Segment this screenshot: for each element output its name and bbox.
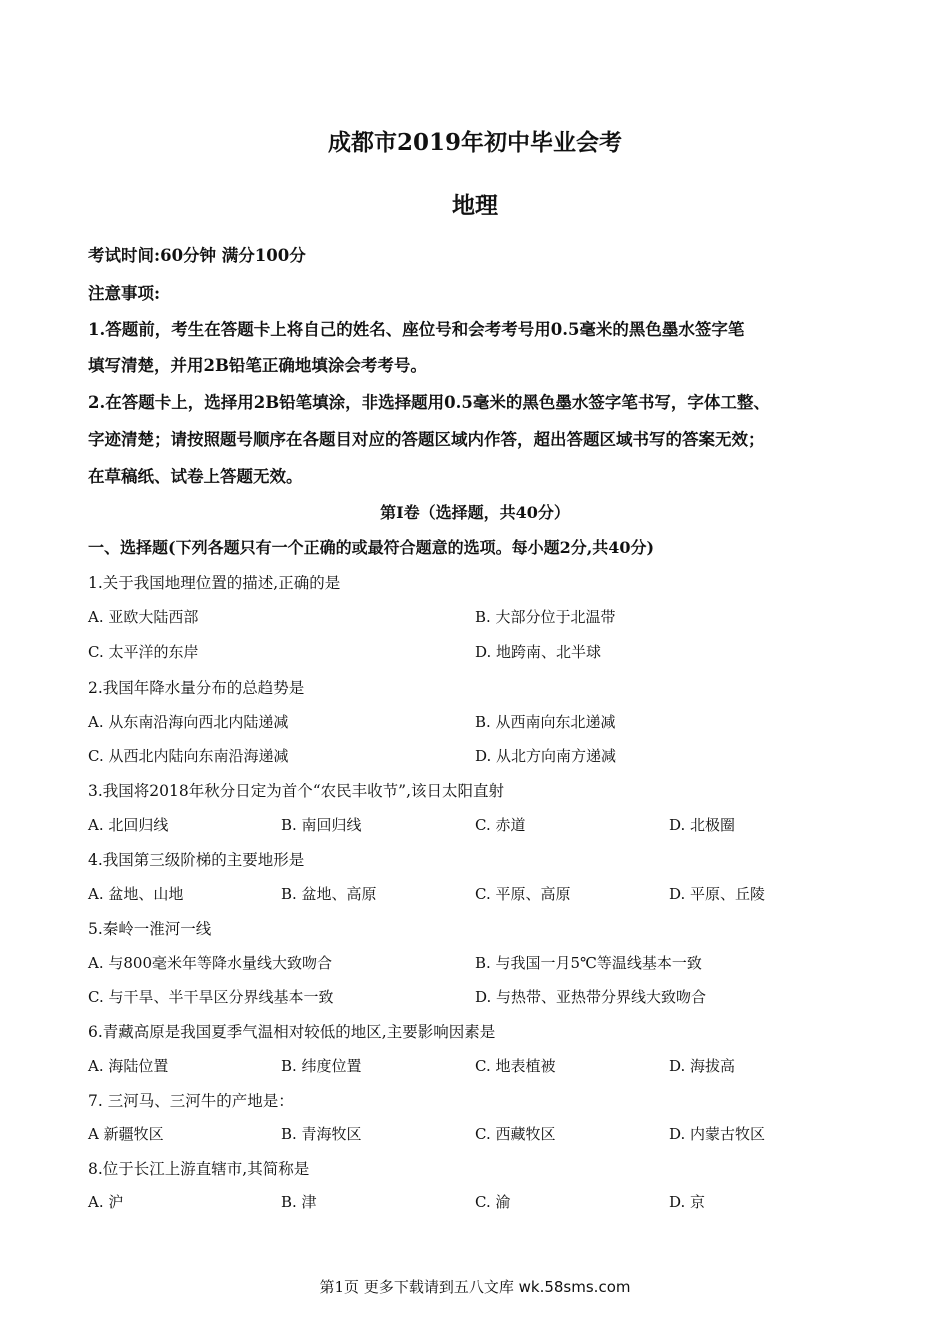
note-2-line-1: 2.在答题卡上，选择用2B铅笔填涂，非选择题用0.5毫米的黑色墨水签字笔书写，字体工整、 <box>88 393 770 412</box>
option-d: D. 与热带、亚热带分界线大致吻合 <box>475 988 707 1006</box>
option-c: C. 赤道 <box>475 816 526 834</box>
option-a: A. 沪 <box>88 1193 124 1211</box>
option-b: B. 津 <box>281 1193 317 1211</box>
option-c: C. 地表植被 <box>475 1057 556 1075</box>
footer-page-text: 第1页 更多下载请到五八文库 <box>319 1278 514 1296</box>
exam-time: 考试时间:60分钟 满分100分 <box>88 246 306 265</box>
option-c: C. 渝 <box>475 1193 511 1211</box>
option-b: B. 从西南向东北递减 <box>475 713 616 731</box>
option-a: A. 亚欧大陆西部 <box>88 608 199 626</box>
option-d: D. 海拔高 <box>669 1057 736 1075</box>
option-b: B. 青海牧区 <box>281 1125 362 1143</box>
note-2-line-2: 字迹清楚；请按照题号顺序在各题目对应的答题区域内作答，超出答题区域书写的答案无效； <box>88 430 765 449</box>
option-d: D. 平原、丘陵 <box>669 885 766 903</box>
option-d: D. 从北方向南方递减 <box>475 747 617 765</box>
note-1-line-2: 填写清楚，并用2B铅笔正确地填涂会考考号。 <box>88 356 427 375</box>
question-stem: 4.我国第三级阶梯的主要地形是 <box>88 851 305 869</box>
option-a: A. 从东南沿海向西北内陆递减 <box>88 713 289 731</box>
page-footer <box>0 1276 950 1297</box>
question-stem: 2.我国年降水量分布的总趋势是 <box>88 679 305 697</box>
option-b: B. 大部分位于北温带 <box>475 608 616 626</box>
option-b: B. 纬度位置 <box>281 1057 362 1075</box>
part-1-title: 第Ⅰ卷（选择题，共40分） <box>380 503 570 522</box>
option-c: C. 太平洋的东岸 <box>88 643 199 661</box>
footer-link[interactable]: wk.58sms.com <box>518 1278 631 1296</box>
option-a: A. 海陆位置 <box>88 1057 169 1075</box>
option-a: A 新疆牧区 <box>88 1125 164 1143</box>
option-b: B. 盆地、高原 <box>281 885 377 903</box>
option-d: D. 北极圈 <box>669 816 736 834</box>
exam-title: 成都市2019年初中毕业会考 <box>327 129 622 156</box>
question-stem: 7. 三河马、三河牛的产地是： <box>88 1092 294 1110</box>
note-1-line-1: 1.答题前，考生在答题卡上将自己的姓名、座位号和会考考号用0.5毫米的黑色墨水签字笔 <box>88 320 745 339</box>
option-a: A. 与800毫米年等降水量线大致吻合 <box>88 954 333 972</box>
notice-title: 注意事项: <box>88 284 161 303</box>
question-stem: 5.秦岭一淮河一线 <box>88 920 212 938</box>
option-c: C. 平原、高原 <box>475 885 571 903</box>
question-stem: 3.我国将2018年秋分日定为首个“农民丰收节”,该日太阳直射 <box>88 782 505 800</box>
question-stem: 1.关于我国地理位置的描述,正确的是 <box>88 574 341 592</box>
note-2-line-3: 在草稿纸、试卷上答题无效。 <box>88 467 303 486</box>
option-c: C. 从西北内陆向东南沿海递减 <box>88 747 289 765</box>
option-c: C. 与干旱、半干旱区分界线基本一致 <box>88 988 334 1006</box>
option-b: B. 南回归线 <box>281 816 362 834</box>
option-b: B. 与我国一月5℃等温线基本一致 <box>475 954 702 972</box>
option-d: D. 京 <box>669 1193 706 1211</box>
option-d: D. 地跨南、北半球 <box>475 643 602 661</box>
question-stem: 6.青藏高原是我国夏季气温相对较低的地区,主要影响因素是 <box>88 1023 496 1041</box>
option-a: A. 盆地、山地 <box>88 885 184 903</box>
option-c: C. 西藏牧区 <box>475 1125 556 1143</box>
question-stem: 8.位于长江上游直辖市,其简称是 <box>88 1160 310 1178</box>
exam-subject: 地理 <box>452 192 498 219</box>
option-d: D. 内蒙古牧区 <box>669 1125 766 1143</box>
option-a: A. 北回归线 <box>88 816 169 834</box>
section-title: 一、选择题(下列各题只有一个正确的或最符合题意的选项。每小题2分,共40分) <box>88 538 655 557</box>
